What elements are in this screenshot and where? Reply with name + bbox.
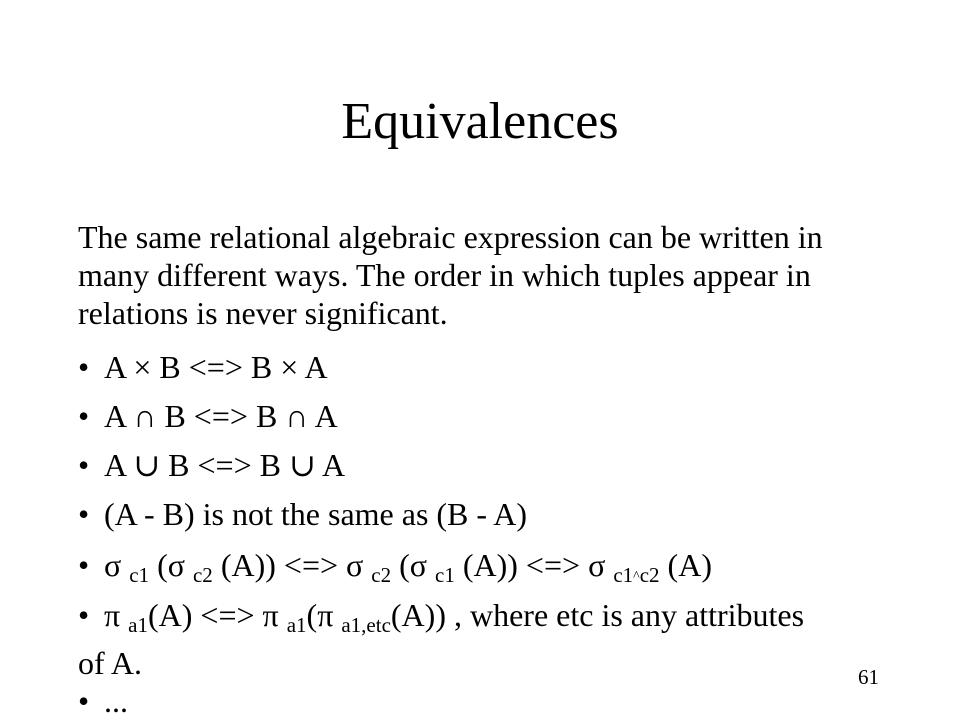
sigma-symbol: σ [588, 547, 606, 583]
subscript-a1-etc: a1,etc [341, 613, 391, 637]
bullet-ellipsis [78, 682, 128, 720]
projection-part1: (A) <=> [147, 597, 263, 633]
subscript-c2: c2 [192, 563, 213, 587]
subscript-c1: c1 [435, 563, 455, 587]
sigma-symbol: σ [104, 547, 122, 583]
intro-paragraph: The same relational algebraic expression can be written in many different ways. The order in which tuples appear in relations is never significant. [78, 219, 823, 331]
sigma-symbol: σ [409, 547, 428, 583]
equivalence-symbol: <=> [283, 547, 339, 583]
subscript-a1: a1 [128, 613, 148, 637]
page-number: 61 [858, 665, 879, 689]
slide-title: Equivalences [341, 93, 619, 150]
pi-symbol: π [104, 597, 121, 633]
bullet-dot: • [78, 398, 90, 434]
bullet-union [78, 446, 345, 484]
bullet-cartesian-product [78, 348, 328, 386]
relation-close: (A)) [220, 547, 276, 583]
bullet-selection-commutativity [78, 546, 712, 596]
bullet-dot: • [78, 447, 90, 483]
bullet-dot: • [78, 597, 90, 633]
pi-symbol: π [317, 597, 334, 633]
subscript-c2: c2 [639, 563, 660, 587]
bullet-projection-cascade [78, 596, 838, 682]
bullet-text: A ∪ B <=> B ∪ A [104, 447, 346, 483]
sigma-symbol: σ [346, 547, 364, 583]
relation-close: (A) [667, 547, 712, 583]
relation-close: (A)) [462, 547, 518, 583]
bullet-text: A × B <=> B × A [104, 349, 328, 385]
bullet-text: ... [104, 683, 128, 719]
open-paren: ( [399, 547, 410, 583]
bullet-text: A ∩ B <=> B ∩ A [104, 398, 338, 434]
open-paren: ( [157, 547, 168, 583]
pi-symbol: π [262, 597, 279, 633]
bullet-dot: • [78, 496, 90, 532]
bullet-intersection [78, 397, 338, 435]
bullet-dot: • [78, 683, 90, 719]
projection-part2: ( [306, 597, 318, 633]
bullet-text: (A - B) is not the same as (B - A) [104, 496, 528, 532]
subscript-c1: c1 [613, 563, 634, 587]
and-wedge: ^ [633, 569, 640, 584]
projection-part3: (A)) , where etc is any attributes of A. [78, 597, 805, 681]
subscript-c2: c2 [371, 563, 392, 587]
bullet-dot: • [78, 547, 90, 583]
bullet-dot: • [78, 349, 90, 385]
bullet-difference [78, 495, 527, 533]
sigma-symbol: σ [167, 547, 185, 583]
subscript-a1: a1 [286, 613, 307, 637]
subscript-c1: c1 [129, 563, 150, 587]
equivalence-symbol: <=> [525, 547, 581, 583]
